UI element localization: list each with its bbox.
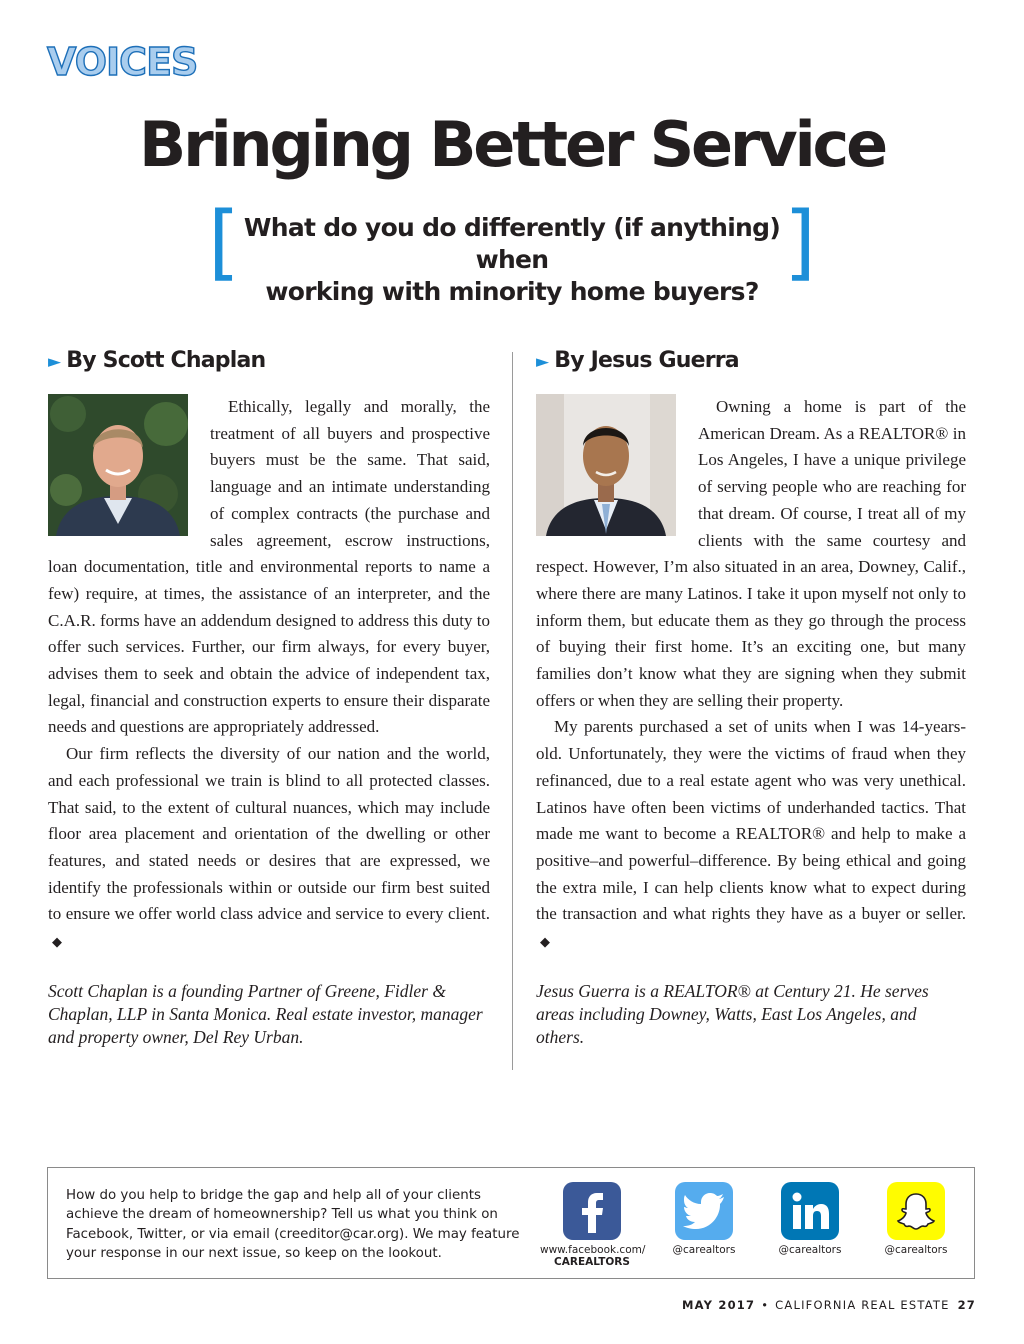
diamond-end-icon: ◆ bbox=[540, 934, 550, 950]
triangle-bullet-icon: ► bbox=[536, 352, 549, 372]
byline bbox=[48, 346, 490, 380]
callout-text: How do you help to bridge the gap and help all of your clients achieve the dream of homeownership? Tell us what you think on Facebook, Twitter, or via email (creeditor@car.org). We may feature your response in our next issue, so keep on the lookout. bbox=[66, 1188, 520, 1262]
paragraph bbox=[536, 714, 966, 955]
paragraph-text: Our firm reflects the diversity of our nation and the world, and each professional we train is blind to all protected classes. That said, to the extent of cultural nuances, which may include floor area placement and orientation of the dwelling or other features, and stated needs or desires that are expressed, we identify the professionals within or outside our firm best suited to ensure we offer world class advice and service to every client. bbox=[48, 744, 490, 924]
facebook-link[interactable] bbox=[540, 1182, 644, 1268]
triangle-bullet-icon: ► bbox=[48, 352, 61, 372]
byline-text: By Scott Chaplan bbox=[66, 348, 266, 373]
social-callout-box bbox=[47, 1167, 975, 1279]
column-divider bbox=[512, 352, 513, 1070]
author-photo bbox=[48, 394, 188, 536]
paragraph-text: My parents purchased a set of units when I was 14-years-old. Unfortunately, they were the victims of fraud when they refinanced, due to a real estate agent who was very unethical. Latinos have often been victims of underhanded tactics. That made me want to become a REALTOR® and help to make a positive–and powerful–difference. By being ethical and going the extra mile, I can help clients know what to expect during the transaction and what rights they have as a buyer or seller. bbox=[536, 717, 966, 924]
author-photo bbox=[536, 394, 676, 536]
paragraph: Ethically, legally and morally, the treatment of all buyers and prospective buyers must be the same. That said, language and an intimate understanding of complex contracts (the purchase and sales agreement, escrow instructions, loan documentation, title and environmental reports to name a few) require, at times, the assistance of an interpreter, and the C.A.R. forms have an addendum designed to address this duty to offer such services. Further, our firm always, for every buyer, advises them to seek and obtain the advice of independent tax, legal, financial and construction experts to ensure their disparate needs and questions are appropriately addressed. bbox=[48, 397, 490, 737]
footer-separator: • bbox=[761, 1298, 770, 1312]
author-bio: Scott Chaplan is a founding Partner of Greene, Fidler & Chaplan, LLP in Santa Monica. Real estate investor, manager and property owner, Del Rey Urban. bbox=[48, 980, 483, 1047]
byline-text: By Jesus Guerra bbox=[554, 348, 739, 373]
byline bbox=[536, 346, 966, 380]
handle-line: www.facebook.com/ bbox=[540, 1244, 646, 1256]
page-footer bbox=[682, 1298, 976, 1312]
snapchat-icon bbox=[887, 1182, 945, 1240]
facebook-icon bbox=[563, 1182, 621, 1240]
section-label: VOICES bbox=[47, 40, 198, 84]
twitter-handle: @carealtors bbox=[672, 1244, 736, 1256]
facebook-handle bbox=[540, 1244, 644, 1268]
page-number: 27 bbox=[957, 1298, 976, 1312]
snapchat-handle: @carealtors bbox=[884, 1244, 948, 1256]
portrait-photo-icon bbox=[48, 394, 188, 536]
linkedin-link[interactable] bbox=[758, 1182, 862, 1256]
column-scott-chaplan bbox=[48, 346, 490, 1049]
diamond-end-icon: ◆ bbox=[52, 934, 62, 950]
portrait-photo-icon bbox=[536, 394, 676, 536]
question-heading bbox=[236, 212, 788, 308]
twitter-icon bbox=[675, 1182, 733, 1240]
question-line-2: working with minority home buyers? bbox=[265, 277, 759, 306]
page-title: Bringing Better Service bbox=[139, 108, 885, 181]
snapchat-link[interactable] bbox=[864, 1182, 968, 1256]
linkedin-icon bbox=[781, 1182, 839, 1240]
twitter-link[interactable] bbox=[652, 1182, 756, 1256]
column-jesus-guerra bbox=[536, 346, 966, 1049]
paragraph: Owning a home is part of the American Dream. As a REALTOR® in Los Angeles, I have a unique privilege of serving people who are reaching for that dream. Of course, I treat all of my clients with the same courtesy and respect. However, I’m also situated in an area, Downey, Calif., where there are many Latinos. I take it upon myself not only to inform them, but educate them as they go through the process of buying their first home. It’s an exciting one, but many families don’t know what they are signing when they submit offers or when they are selling their property. bbox=[536, 397, 966, 710]
issue-date: MAY 2017 bbox=[682, 1298, 756, 1312]
left-bracket-icon: [ bbox=[208, 195, 240, 290]
right-bracket-icon: ] bbox=[784, 195, 816, 290]
handle-line: CAREALTORS bbox=[554, 1256, 630, 1268]
linkedin-handle: @carealtors bbox=[778, 1244, 842, 1256]
question-line-1: What do you do differently (if anything) when bbox=[243, 213, 781, 274]
paragraph bbox=[48, 741, 490, 956]
publication-name: CALIFORNIA REAL ESTATE bbox=[775, 1298, 950, 1312]
author-bio: Jesus Guerra is a REALTOR® at Century 21. He serves areas including Downey, Watts, East Los Angeles, and others. bbox=[536, 980, 929, 1047]
